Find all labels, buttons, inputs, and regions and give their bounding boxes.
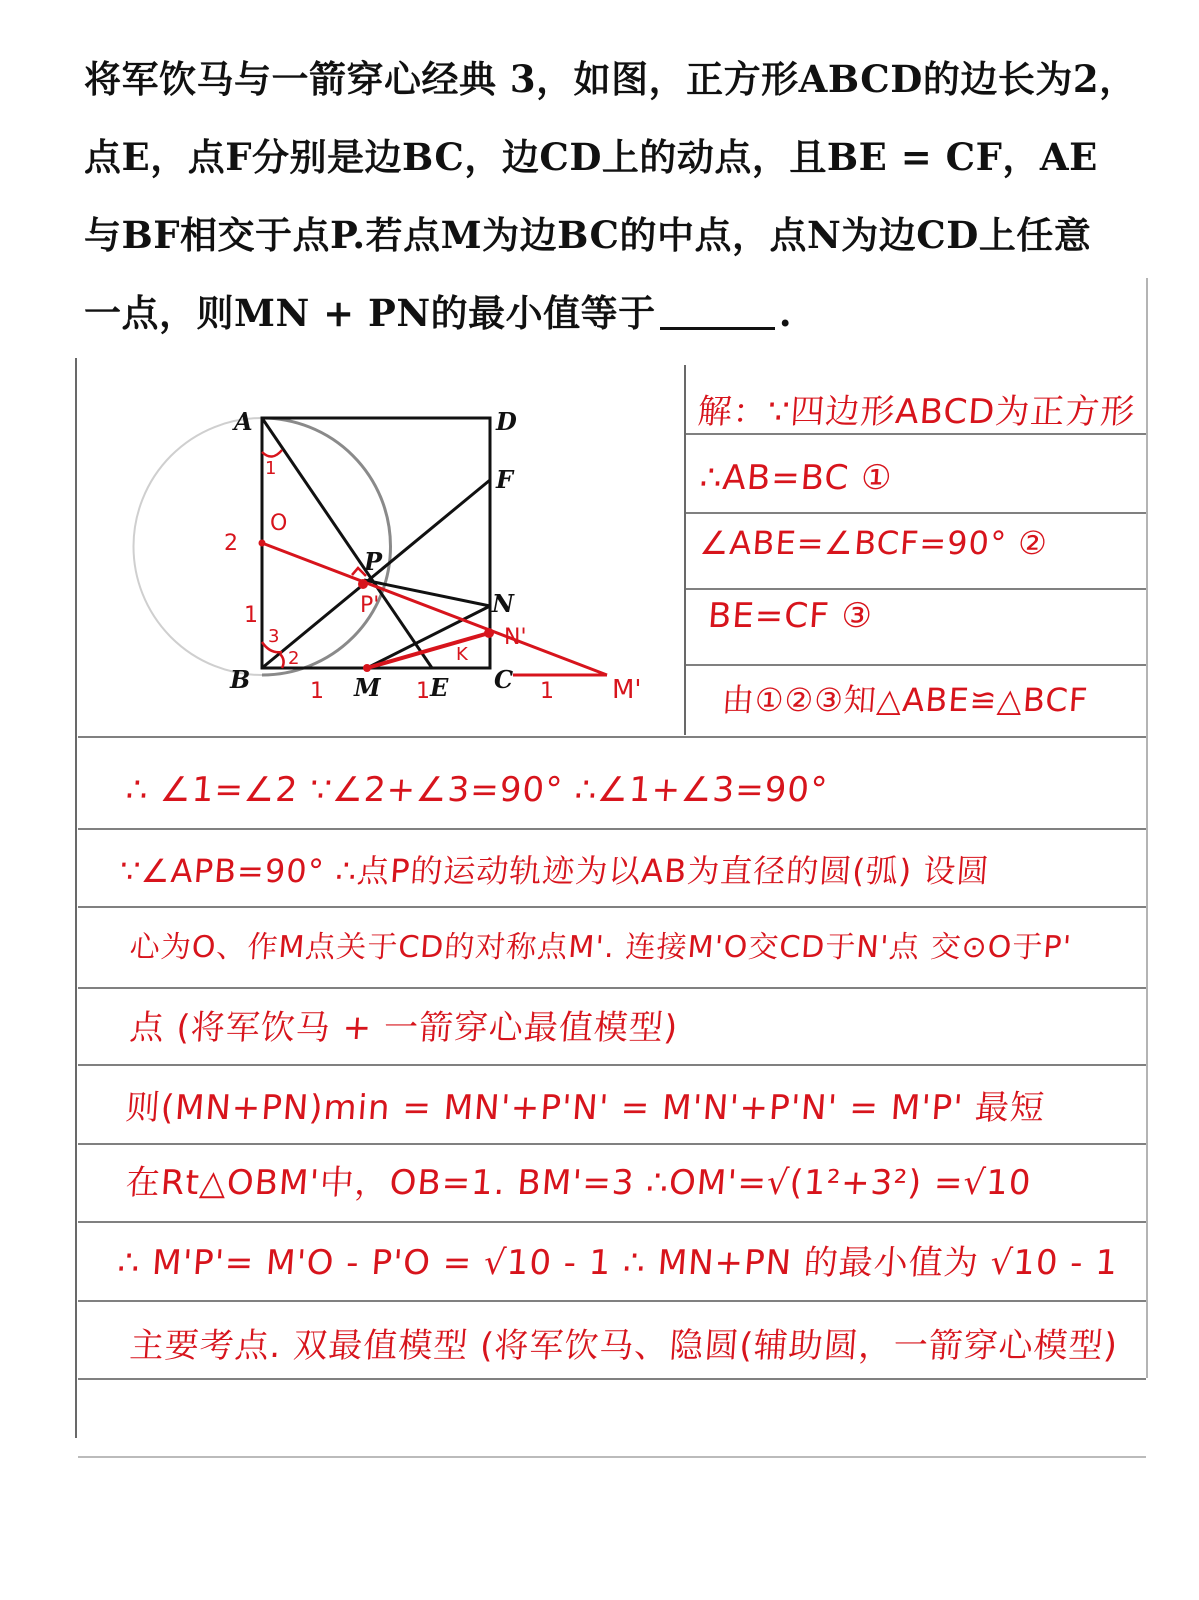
segment-o-mprime [262, 543, 607, 675]
label-me-length: 1 [416, 679, 430, 704]
label-seg-lower: 1 [244, 603, 258, 628]
solution-line-3: 心为O、作M点关于CD的对称点M'. 连接M'O交CD于N'点 交⊙O于P' [128, 930, 1073, 965]
solution-line-7: ∴ M'P'= M'O - P'O = √10 - 1 ∴ MN+PN 的最小值为 √10 - 1 [116, 1243, 1120, 1283]
problem-line-4 [84, 274, 1124, 352]
label-n: N [492, 589, 514, 618]
solution-line-5: 则(MN+PN)min = MN'+P'N' = M'N'+P'N' = M'P' 最短 [124, 1088, 1047, 1128]
rule-side-1 [686, 433, 1146, 435]
solution-line-4: 点 (将军饮马 + 一箭穿心最值模型) [128, 1008, 680, 1048]
rule-8 [78, 1300, 1146, 1302]
label-pprime: P' [360, 593, 380, 618]
point-m-dot [363, 664, 371, 672]
label-seg-upper: 2 [224, 531, 238, 556]
rule-side-3 [686, 588, 1146, 590]
label-o: O [270, 511, 288, 536]
solution-side-line-5: 由①②③知△ABE≌△BCF [720, 681, 1090, 719]
rule-9 [78, 1378, 1146, 1380]
point-nprime-dot [484, 628, 494, 638]
problem-line-4-text: 一点，则MN + PN的最小值等于 [84, 291, 656, 335]
angle-1-arc [262, 450, 282, 457]
rule-4 [78, 987, 1146, 989]
label-f: F [496, 465, 514, 494]
problem-line-1: 将军饮马与一箭穿心经典 3，如图，正方形ABCD的边长为2， [84, 57, 1137, 101]
label-k: K [456, 644, 468, 665]
solution-line-6: 在Rt△OBM'中，OB=1. BM'=3 ∴OM'=√(1²+3²) =√10 [124, 1163, 1033, 1203]
angle-2-arc [280, 654, 284, 668]
label-mprime: M' [612, 675, 642, 705]
label-m: M [354, 673, 381, 702]
problem-line-4-period: . [778, 291, 793, 335]
label-e: E [430, 673, 449, 702]
rule-5 [78, 1064, 1146, 1066]
rule-2 [78, 828, 1146, 830]
rule-1 [78, 736, 1146, 738]
label-d: D [496, 407, 517, 436]
label-b: B [230, 665, 251, 694]
label-angle-1: 1 [265, 458, 277, 479]
label-c: C [494, 665, 514, 694]
point-pprime-dot [358, 579, 368, 589]
solution-line-8: 主要考点. 双最值模型 (将军饮马、隐圆(辅助圆，一箭穿心模型) [128, 1326, 1120, 1366]
solution-side-line-4: BE=CF ③ [706, 596, 875, 636]
answer-blank [660, 297, 775, 330]
solution-side-line-1: 解：∵四边形ABCD为正方形 [696, 392, 1137, 432]
rule-side-2 [686, 512, 1146, 514]
problem-line-3: 与BF相交于点P.若点M为边BC的中点，点N为边CD上任意 [84, 213, 1092, 257]
point-o-dot [259, 540, 266, 547]
label-nprime: N' [504, 625, 527, 650]
rule-7 [78, 1221, 1146, 1223]
label-cmprime-length: 1 [540, 679, 554, 704]
label-p: P [364, 547, 383, 576]
rule-10 [78, 1456, 1146, 1458]
rule-side-4 [686, 664, 1146, 666]
right-margin-line [1146, 278, 1148, 1378]
segment-ae [262, 418, 432, 668]
rule-3 [78, 906, 1146, 908]
problem-statement [84, 40, 1137, 352]
solution-line-2: ∵∠APB=90° ∴点P的运动轨迹为以AB为直径的圆(弧) 设圆 [118, 852, 991, 890]
square-abcd [262, 418, 490, 668]
left-margin-line [75, 358, 77, 1438]
label-angle-3: 3 [268, 626, 280, 647]
label-a: A [234, 407, 253, 436]
geometry-diagram [120, 380, 700, 720]
solution-side-line-3: ∠ABE=∠BCF=90° ② [698, 524, 1050, 562]
solution-side-line-2: ∴AB=BC ① [698, 458, 894, 498]
problem-line-2: 点E，点F分别是边BC，边CD上的动点，且BE = CF，AE [84, 135, 1098, 179]
label-angle-2: 2 [288, 648, 300, 669]
solution-line-1: ∴ ∠1=∠2 ∵∠2+∠3=90° ∴∠1+∠3=90° [124, 770, 830, 810]
label-bm-length: 1 [310, 679, 324, 704]
rule-6 [78, 1143, 1146, 1145]
